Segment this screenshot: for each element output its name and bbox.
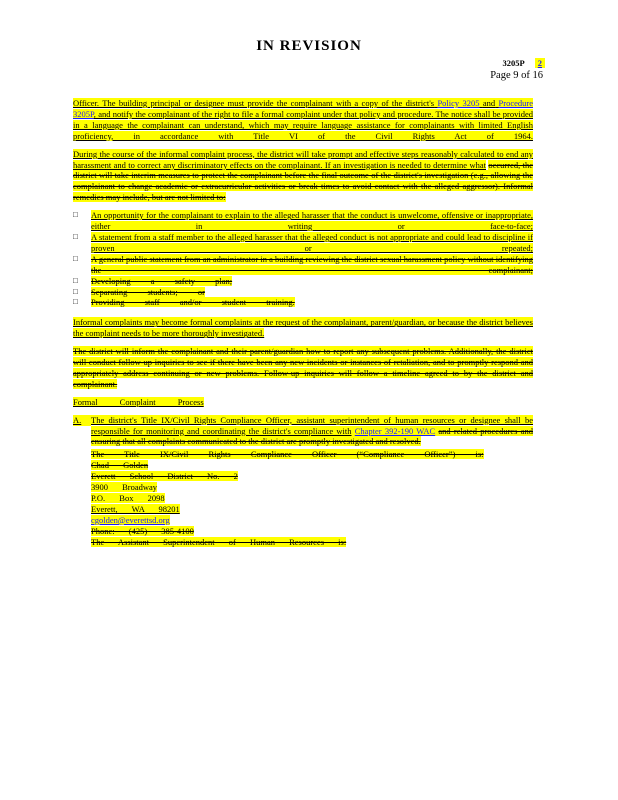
checkbox-glyph-icon: □ bbox=[73, 286, 78, 296]
revision-mark: 2 bbox=[535, 58, 545, 68]
document-body bbox=[73, 98, 533, 548]
officer-name: Chad Golden bbox=[91, 460, 149, 471]
checkbox-glyph-icon: □ bbox=[73, 275, 78, 285]
checkbox-glyph-icon: □ bbox=[73, 253, 78, 263]
p2-struck-text: occurred, the district will take interim measures to protect the complainant before the final outcome of the district's investigation (e.g., allowing the complainant to change academic or extracurricular activities or break times to avoid contact with the alleged aggressor). Informal remedies may include, but are not limited to: bbox=[73, 159, 534, 203]
section-heading: Formal Complaint Process bbox=[73, 396, 204, 407]
doc-number bbox=[503, 58, 545, 68]
officer-line: The Title IX/Civil Rights Compliance Officer (“Compliance Officer”) is: bbox=[91, 449, 484, 460]
p1-text-and: and bbox=[482, 98, 496, 108]
bullet-item bbox=[73, 232, 533, 254]
assistant-superintendent-line: The Assistant Superintendent of Human Resources is: bbox=[91, 536, 347, 547]
bullet-item bbox=[73, 254, 533, 276]
street-address: 3900 Broadway bbox=[91, 482, 158, 493]
p1-text-b: , and notify the complainant of the right to file a formal complaint under that policy and procedure. The notice shall be provided in a language the complainant can understand, which may require language assistance for complainants with limited English proficiency, in accordance with Title VI of the Civil Rights Act of 1964. bbox=[73, 108, 533, 141]
bullet-item bbox=[73, 276, 533, 287]
paragraph-informal-to-formal: Informal complaints may become formal complaints at the request of the complainant, parent/guardian, or because the district believes the complaint needs to be more thoroughly investigated. bbox=[73, 317, 533, 339]
paragraph-officer-notice bbox=[73, 98, 533, 142]
bullet-item bbox=[73, 287, 533, 298]
policy-link[interactable]: Policy 3205 bbox=[437, 98, 480, 108]
p2-normal-text: During the course of the informal complaint process, the district will take prompt and effective steps reasonably calculated to end any harassment and to correct any discriminatory effects on the complainant. If an investigation is needed to determine what bbox=[73, 148, 533, 170]
p1-text-a: Officer. The building principal or designee must provide the complainant with a copy of the district's bbox=[73, 98, 435, 108]
phone-number: Phone: (425) 385-4100 bbox=[91, 525, 194, 536]
item-a-text: The district's Title IX/Civil Rights Compliance Officer, assistant superintendent of human resources or designee shall be responsible for monitoring and coordinating the district's compliance with Chapter 392-190 WAC and related procedures and ensuring that all complaints communicated to the district are promptly investigated and resolved. bbox=[91, 414, 533, 447]
procedure-link[interactable]: Procedure 3205P bbox=[73, 98, 533, 119]
page-number: Page 9 of 16 bbox=[490, 70, 543, 81]
bullet-item bbox=[73, 210, 533, 232]
doc-number-text: 3205P bbox=[502, 58, 525, 68]
bullet-text: Developing a safety plan; bbox=[91, 275, 233, 286]
district-name: Everett School District No. 2 bbox=[91, 471, 238, 482]
city-state-zip: Everett, WA 98201 bbox=[91, 503, 180, 514]
checkbox-glyph-icon: □ bbox=[73, 297, 78, 307]
bullet-text: A general public statement from an administrator in a building reviewing the district sexual harassment policy without identifying the complainant; bbox=[91, 253, 533, 275]
bullet-item bbox=[73, 297, 533, 308]
list-label: A. bbox=[73, 415, 91, 426]
bullet-text: An opportunity for the complainant to explain to the alleged harasser that the conduct is unwelcome, offensive or inappropriate, either in writing or face-to-face; bbox=[91, 210, 533, 232]
email-link[interactable]: cgolden@everettsd.org bbox=[91, 514, 170, 525]
list-item-a bbox=[73, 415, 533, 548]
po-box: P.O. Box 2098 bbox=[91, 493, 165, 503]
page-title: IN REVISION bbox=[256, 38, 362, 54]
bullet-text: A statement from a staff member to the alleged harasser that the alleged conduct is not appropriate and could lead to discipline if proven or repeated; bbox=[91, 231, 533, 253]
address-block bbox=[91, 460, 533, 547]
bullet-text: Separating students; or bbox=[91, 286, 205, 297]
bullet-text: Providing staff and/or student training. bbox=[91, 297, 295, 308]
checkbox-glyph-icon: □ bbox=[73, 210, 78, 220]
paragraph-informal-process bbox=[73, 149, 533, 204]
paragraph-follow-up: The district will inform the complainant and their parent/guardian how to report any subsequent problems. Additionally, the district will conduct follow-up inquiries to see if there have been any new incidents or instances of retaliation, and to promptly respond and appropriately address continuing or new problems. Follow-up inquiries will follow a timeline agreed to by the district and complainant. bbox=[73, 346, 533, 389]
checkbox-glyph-icon: □ bbox=[73, 231, 78, 241]
wac-link[interactable]: Chapter 392-190 WAC bbox=[354, 425, 436, 436]
